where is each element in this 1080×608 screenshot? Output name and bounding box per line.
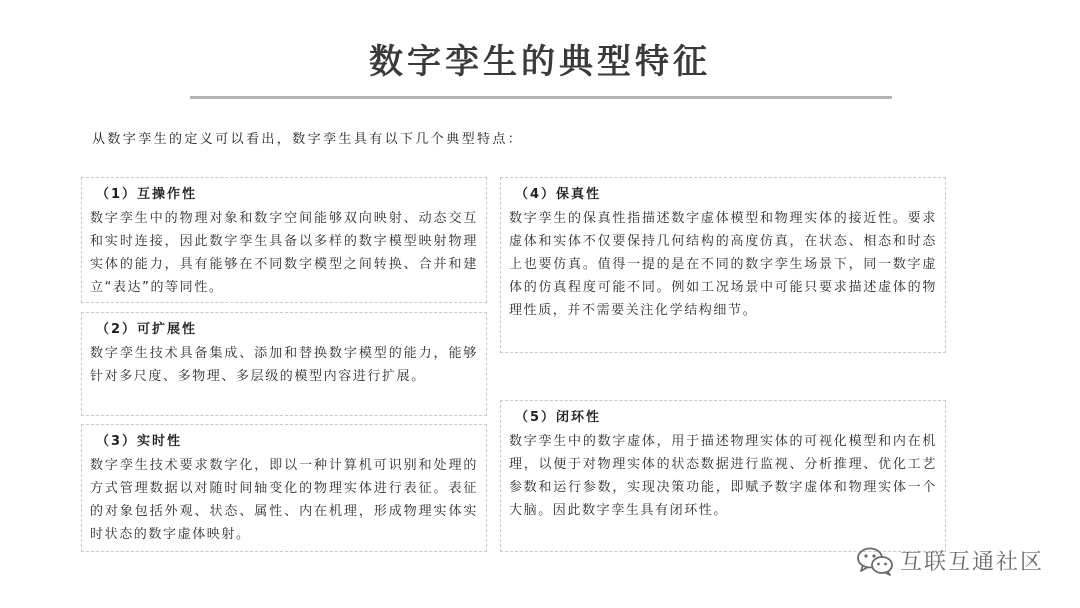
feature-card-interoperability — [81, 177, 487, 303]
title-divider — [190, 96, 892, 99]
feature-card-closed-loop — [500, 400, 946, 552]
feature-card-body: 数字孪生中的物理对象和数字空间能够双向映射、动态交互和实时连接，因此数字孪生具备以多样的数字模型映射物理实体的能力，具有能够在不同数字模型之间转换、合并和建立“表达”的等同性。 — [90, 211, 478, 295]
feature-card-heading: （4）保真性 — [515, 187, 602, 202]
feature-card-body: 数字孪生的保真性指描述数字虚体模型和物理实体的接近性。要求虚体和实体不仅要保持几何结构的高度仿真，在状态、相态和时态上也要仿真。值得一提的是在不同的数字孪生场景下，同一数字虚体的仿真程度可能不同。例如工况场景中可能只要求描述虚体的物理性质，并不需要关注化学结构细节。 — [509, 211, 937, 318]
watermark-text: 互联互通社区 — [899, 550, 1044, 575]
feature-card-body: 数字孪生技术具备集成、添加和替换数字模型的能力，能够针对多尺度、多物理、多层级的模型内容进行扩展。 — [90, 346, 478, 384]
wechat-icon — [856, 546, 894, 576]
feature-card-fidelity — [500, 177, 946, 353]
feature-card-heading: （1）互操作性 — [96, 187, 198, 202]
intro-text: 从数字孪生的定义可以看出，数字孪生具有以下几个典型特点： — [92, 132, 524, 147]
page-title: 数字孪生的典型特征 — [369, 42, 711, 82]
feature-card-heading: （3）实时性 — [96, 434, 183, 449]
feature-card-heading: （5）闭环性 — [515, 410, 602, 425]
feature-card-realtime — [81, 424, 487, 552]
feature-card-body: 数字孪生技术要求数字化，即以一种计算机可识别和处理的方式管理数据以对随时间轴变化的物理实体进行表征。表征的对象包括外观、状态、属性、内在机理，形成物理实体实时状态的数字虚体映射。 — [90, 458, 478, 542]
watermark — [856, 545, 1044, 576]
feature-card-scalability — [81, 312, 487, 416]
feature-card-heading: （2）可扩展性 — [96, 322, 198, 337]
feature-card-body: 数字孪生中的数字虚体，用于描述物理实体的可视化模型和内在机理，以便于对物理实体的状态数据进行监视、分析推理、优化工艺参数和运行参数，实现决策功能，即赋予数字虚体和物理实体一个大脑。因此数字孪生具有闭环性。 — [509, 434, 937, 518]
